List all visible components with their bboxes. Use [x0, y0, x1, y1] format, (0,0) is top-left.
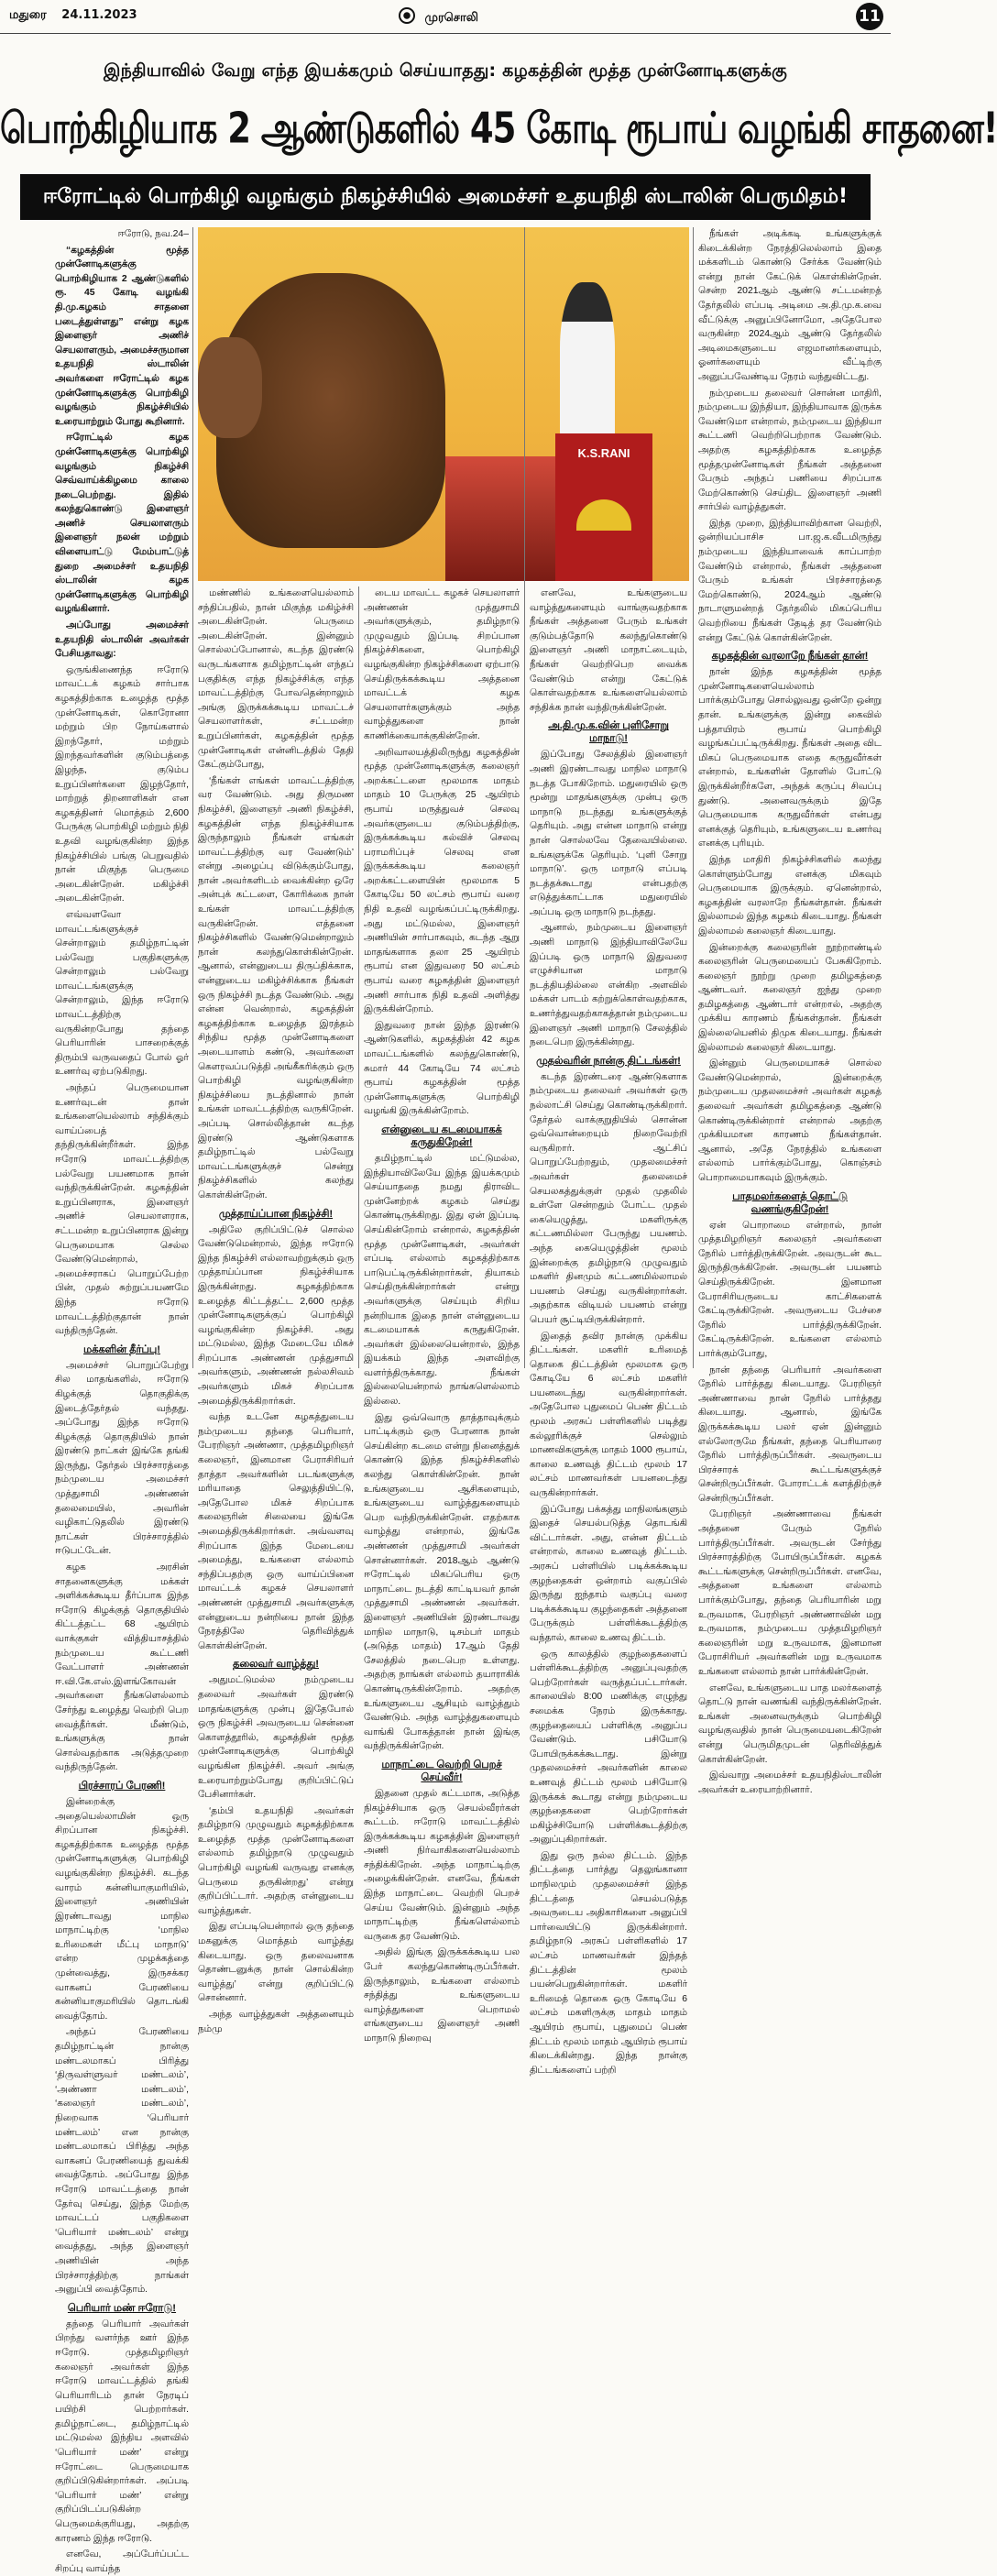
podium-label: K.S.RANI	[577, 446, 630, 460]
section-heading: பிரச்சாரப் பேரணி!	[78, 1780, 166, 1792]
article-column-3	[364, 586, 520, 2044]
paragraph: அந்த வாழ்த்துகள் அத்தனையும் நம்மு	[198, 2010, 354, 2034]
section-heading: என்னுடைய கடமையாகக் கருதுகிறேன்!	[381, 1124, 502, 1148]
paragraph: எனவே, அப்பேர்ப்பட்ட சிறப்பு வாய்ந்த	[55, 2549, 189, 2574]
paragraph: ‘நீங்கள் எங்கள் மாவட்டத்திற்கு வர வேண்டும். அது திருமண நிகழ்ச்சி, இளைஞர் அணி நிகழ்ச்சி, கழகத்தின் எந்த நிகழ்ச்சியாக இருந்தாலும் நீங்கள் எங்கள் மாவட்டத்திற்கு வர வேண்டும்’ என்று அழைப்பு விடுக்கும்போது, நான் அவர்களிடம் வைக்கின்ற ஒரே அன்புக் கட்டளை, கோரிக்கை நான் உங்கள் மாவட்டத்திற்கு வருகின்றேன். எத்தனை நிகழ்ச்சிகளில் வேண்டுமென்றாலும் நான் கலந்துகொள்கின்றேன். ஆனால், என்னுடைய திருப்திக்காக, என்னுடைய மகிழ்ச்சிக்காக நீங்கள் ஒரு நிகழ்ச்சி நடத்த வேண்டும். அது என்ன வென்றால், கழகத்தின் கழகத்திற்காக உழைத்த இரத்தம் சிந்திய மூத்த முன்னோடிகளை அடையாளம் கண்டு, அவர்களை கௌரவப்படுத்தி அங்கீகரிக்கும் ஒரு பொற்கிழி வழங்குகின்ற நிகழ்ச்சியை நடத்தினால் நான் உங்கள் மாவட்டத்திற்கு வருகிறேன். அப்படி சொல்லித்தான் கடந்த இரண்டு ஆண்டுகளாக தமிழ்நாட்டில் பல்வேறு மாவட்டங்களுக்குச் சென்று நிகழ்ச்சிகளில் கலந்து கொள்கின்றேன்.	[198, 775, 354, 1200]
article-column-4	[530, 227, 687, 2076]
column-rule	[693, 227, 694, 1368]
masthead-date: 24.11.2023	[61, 8, 137, 22]
photo-spacer	[530, 227, 687, 586]
paragraph: அதிலே குறிப்பிட்டுச் சொல்ல வேண்டுமென்றால், இந்த ஈரோடு இந்த நிகழ்ச்சி எல்லாவற்றுக்கும் ஒரு முத்தாய்ப்பான நிகழ்ச்சியாக இருக்கின்றது. கழகத்திற்காக உழைத்த கிட்டத்தட்ட 2,600 மூத்த முன்னோடிகளுக்குப் பொற்கிழி வழங்குகின்ற நிகழ்ச்சி. அது மட்டுமல்ல, இந்த மேடையே மிகச் சிறப்பாக அண்ணன் முத்துசாமி அவர்களும், அண்ணன் நல்லசிவம் அவர்களும் மிகச் சிறப்பாக அமைத்திருக்கிறார்கள்.	[198, 1224, 354, 1407]
paragraph: தமிழ்நாட்டில் மட்டுமல்ல, இந்தியாவிலேயே இந்த இயக்கமும் செய்யாததை நமது திராவிட முன்னேற்றக் கழகம் செய்து கொண்டிருக்கிறது. இது ஏன் இப்படி செய்கின்றோம் என்றால், கழகத்தின் மூத்த முன்னோடிகள், அவர்கள் எப்படி எல்லாம் கழகத்திற்காக பாடுபட்டிருக்கின்றார்கள், தியாகம் செய்திருக்கின்றார்கள் என்று அவர்களுக்கு செய்யும் சிறிய நன்றியாக இதை நான் என்னுடைய கடமையாகக் கருதுகிறேன். அவர்கள் இல்லையென்றால், இந்த இயக்கம் இந்த அளவிற்கு வளர்ந்திருக்காது. நீங்கள் இல்லையென்றால் நாங்களெல்லாம் இல்லை.	[364, 1153, 520, 1408]
article-column-5	[698, 227, 882, 1795]
paragraph: இவ்வாறு அமைச்சர் உதயநிதிஸ்டாலின் அவர்கள் உரையாற்றினார்.	[698, 1770, 882, 1795]
paragraph: எவ்வளவோ மாவட்டங்களுக்குச் சென்றாலும் தமிழ்நாட்டின் பல்வேறு பகுதிகளுக்கு சென்றாலும் பல்வேறு மாவட்டங்களுக்கு சென்றாலும், இந்த ஈரோடு மாவட்டத்திற்கு வருகின்றபோது தந்தை பெரியாரின் பாசறைக்குத் திரும்பி வருவதைப் போல் ஓர் உணர்வு ஏற்படுகிறது.	[55, 909, 189, 1078]
paragraph: தந்தை பெரியார் அவர்கள் பிறந்து வளர்ந்த ஊர் இந்த ஈரோடு. முத்தமிழறிஞர் கலைஞர் அவர்கள் இந்த ஈரோடு மாவட்டத்தில் தங்கி பெரியாரிடம் தான் நேரடிப் பயிற்சி பெற்றார்கள். தமிழ்நாட்டை, தமிழ்நாட்டில் மட்டுமல்ல இந்திய அளவில் ‘பெரியார் மண்’ என்று ஈரோட்டை பெருமையாக குறிப்பிடுகின்றார்கள். அப்படி ‘பெரியார் மண்’ என்று குறிப்பிடப்படுகின்ற பெருமைக்குரியது, அதற்கு காரணம் இந்த ஈரோடு.	[55, 2318, 189, 2544]
paragraph: பேரறிஞர் அண்ணாவை நீங்கள் அத்தனை பேரும் நேரில் பார்த்திருப்பீர்கள். அவருடன் சேர்ந்து பிரச்சாரத்திற்கு போயிருப்பீர்கள். கழகக் கூட்டங்களுக்கு சென்றிருப்பீர்கள். எனவே, அத்தனை உங்களை எல்லாம் பார்க்கும்போது, தந்தை பெரியாரின் மறு உருவமாக, பேரறிஞர் அண்ணாவின் மறு உருவமாக, நம்முடைய முத்தமிழறிஞர் கலைஞரின் மறு உருவமாக, இனமான பேராசிரியர் அவர்களின் மறு உருவமாக உங்களை எல்லாம் நான் பார்க்கின்றேன்.	[698, 1509, 882, 1677]
paragraph: இதைத் தவிர நான்கு முக்கிய திட்டங்கள். மகளிர் உரிமைத் தொகை திட்டத்தின் மூலமாக ஒரு கோடியே 6 லட்சம் மகளிர் பயனடைந்து வருகின்றார்கள். அதேபோல புதுமைப் பெண் திட்டம் மூலம் அரசுப் பள்ளிகளில் படித்து கல்லூரிக்குச் செல்லும் மாணவிகளுக்கு மாதம் 1000 ரூபாய், காலை உணவுத் திட்டம் மூலம் 17 லட்சம் மாணவர்கள் பயனடைந்து வருகின்றார்கள்.	[530, 1331, 687, 1499]
section-heading: அ.தி.மு.க.வின் புளிசோறு மாநாடு!	[548, 720, 669, 745]
masthead-city-date	[9, 8, 148, 23]
article-intro-2: ஈரோட்டில் கழக முன்னோடிகளுக்கு பொற்கிழி வழங்கும் நிகழ்ச்சி செவ்வாய்க்கிழமை காலை நடைபெற்றது. இதில் கலந்துகொண்டு இளைஞர் அணிச் செயலாளரும் இளைஞர் நலன் மற்றும் விளையாட்டு மேம்பாட்டுத் துறை அமைச்சர் உதயநிதி ஸ்டாலின் கழக முன்னோடிகளுக்கு பொற்கிழி வழங்கினார்.	[55, 433, 189, 615]
paper-name: முரசொலி	[424, 11, 479, 25]
paragraph: இதனை முதல் கட்டமாக, அடுத்த நிகழ்ச்சியாக ஒரு செயல்வீரர்கள் கூட்டம். ஈரோடு மாவட்டத்தில் இருக்கக்கூடிய கழகத்தின் இளைஞர் அணி நிர்வாகிகளையெல்லாம் சந்திக்கிறேன். அந்த மாநாட்டிற்கு அழைக்கின்றேன். எனவே, நீங்கள் இந்த மாநாட்டை வெற்றி பெறச் செய்ய வேண்டும். இன்னும் அந்த மாநாட்டிற்கு நீங்களெல்லாம் வருகை தர வேண்டும்.	[364, 1788, 520, 1942]
paragraph: இதுவரை நான் இந்த இரண்டு ஆண்டுகளில், கழகத்தின் 42 கழக மாவட்டங்களில் கலந்துகொண்டு, சுமார் 44 கோடியே 74 லட்சம் ரூபாய் கழகத்தின் மூத்த முன்னோடிகளுக்கு பொற்கிழி வழங்கி இருக்கின்றோம்.	[364, 1020, 520, 1117]
paragraph: அதுமட்டுமல்ல நம்முடைய தலைவர் அவர்கள் இரண்டு மாதங்களுக்கு முன்பு இதேபோல் ஒரு நிகழ்ச்சி அவருடைய சென்னை கொளத்தூரில், கழகத்தின் மூத்த முன்னோடிகளுக்கு பொற்கிழி வழங்கின நிகழ்ச்சி. அவர் அங்கு உரையாற்றும்போது குறிப்பிட்டுப் பேசினார்கள்.	[198, 1675, 354, 1801]
paragraph: வந்த உடனே கழகத்துடைய நம்முடைய தந்தை பெரியார், பேரறிஞர் அண்ணா, முத்தமிழறிஞர் கலைஞர், இனமான பேராசிரியர் தாத்தா அவர்களின் படங்களுக்கு மரியாதை செலுத்தியிட்டு, அதேபோல மிகச் சிறப்பாக கலைஞரின் சிலையை இங்கே அமைத்திருக்கிறார்கள். அவ்வளவு சிறப்பாக இந்த மேடையை அமைத்து, உங்களை எல்லாம் சந்திப்பதற்கு ஒரு வாய்ப்பினை மாவட்டக் கழகச் செயலாளர் அண்ணன் முத்துசாமி அவர்களுக்கு என்னுடைய நன்றியை நான் இந்த நேரத்திலே தெரிவித்துக் கொள்கின்றேன்.	[198, 1412, 354, 1651]
paragraph: இன்றைக்கு அதையெல்லாமின் ஒரு சிறப்பான நிகழ்ச்சி. கழகத்திற்காக உழைத்த மூத்த முன்னோடிகளுக்கு பொற்கிழி வழங்குகின்ற நிகழ்ச்சி. கடந்த வாரம் கன்னியாகுமரியில், இளைஞர் அணியின் இரண்டாவது மாநில மாநாட்டிற்கு ‘மாநில உரிமைகள் மீட்பு மாநாடு’ என்ற முழக்கத்தை முன்வைத்து, இருசக்கர வாகனப் பேரணியை கன்னியாகுமரியில் தொடங்கி வைத்தோம்.	[55, 1796, 189, 2022]
paragraph: அந்தப் பெருமையான உணர்வுடன் தான் உங்களையெல்லாம் சந்திக்கும் வாய்ப்பைத் தந்திருக்கின்றீர்கள். இந்த ஈரோடு மாவட்டத்திற்கு பல்வேறு பயணமாக நான் வந்திருக்கின்றேன். கழகத்தின் உறுப்பினராக, இளைஞர் அணிச் செயலாளராக, சட்டமன்ற உறுப்பினராக இன்று பெருமையாக செல்ல வேண்டுமென்றால், அமைச்சராகப் பொறுப்பேற்ற பின், முதல் சுற்றுப்பயணமே இந்த ஈரோடு மாவட்டத்திற்குதான் நான் வந்திருந்தேன்.	[55, 1083, 189, 1337]
paragraph: அதில் இங்கு இருக்கக்கூடிய பல பேர் கலந்துகொண்டிருப்பீர்கள். இருந்தாலும், உங்களை எல்லாம் சந்தித்து உங்களுடைய வாழ்த்துகளை பெறாமல் எங்களுடைய இளைஞர் அணி மாநாடு நிறைவு	[364, 1947, 520, 2044]
paragraph: இது ஒரு நல்ல திட்டம். இந்த திட்டத்தை பார்த்து தெலுங்கானா மாநிலமும் முதலமைச்சர் இந்த திட்டத்தை செயல்படுத்த அவருடைய அதிகாரிகளை அனுப்பி பார்வையிட்டு இருக்கின்றார். தமிழ்நாடு அரசுப் பள்ளிகளில் 17 லட்சம் மாணவர்கள் இந்தத் திட்டத்தின் மூலம் பயன்பெறுகின்றார்கள். மகளிர் உரிமைத் தொகை ஒரு கோடியே 6 லட்சம் மகளிருக்கு மாதம் மாதம் ஆயிரம் ரூபாய், புதுமைப் பெண் திட்டம் மூலம் மாதம் ஆயிரம் ரூபாய் கிடைக்கின்றது. இந்த நான்கு திட்டங்களைப் பற்றி	[530, 1850, 687, 2076]
paragraph: நான் இந்த கழகத்தின் மூத்த முன்னோடிகளையெல்லாம் பார்க்கும்போது சொல்லுவது ஒன்றே ஒன்று தான். உங்களுக்கு இன்று கைவில் பத்தாயிரம் ரூபாய் பொற்கிழி வழங்கப்பட்டிருக்கிறது. நீங்கள் அதை விட மிகப் பெருமையாக எதை கருதுவீர்கள் என்றால், உங்களின் தோளில் போட்டு இருக்கின்றீர்களே, அந்தக் கருப்பு சிவப்பு துண்டு. அனைவருக்கும் இதே பெருமையாக கருதுவீர்கள் என்பது எனக்குத் தெரியும், உங்களுடைய உணர்வு எனக்கு புரியும்.	[698, 667, 882, 850]
column-rule	[358, 586, 359, 1368]
paragraph: அந்தப் பேரணியை தமிழ்நாட்டின் நான்கு மண்டலமாகப் பிரித்து ‘திருவள்ளுவர் மண்டலம்’, ‘அண்ணா மண்டலம்’, ‘கலைஞர் மண்டலம்’, நிறைவாக ‘பெரியார் மண்டலம்’ என நான்கு மண்டலமாகப் பிரித்து அந்த வாகனப் பேரணியைத் துவக்கி வைத்தோம். அப்போது இந்த ஈரோடு மாவட்டத்தை நான் தேர்வு செய்து, இந்த மேற்கு மாவட்டப் பகுதிகளை ‘பெரியார் மண்டலம்’ என்று வைத்தது, அந்த இளைஞர் அணியின் அந்த பிரச்சாரத்திற்கு நாங்கள் அனுப்பி வைத்தோம்.	[55, 2027, 189, 2296]
paragraph: ‘தம்பி உதயநிதி அவர்கள் தமிழ்நாடு முழுவதும் கழகத்திற்காக உழைத்த மூத்த முன்னோடிகளை எல்லாம் தமிழ்நாடு முழுவதும் பொற்கிழி வழங்கி வருவது எனக்கு பெருமை தருகின்றது’ என்று குறிப்பிட்டார். அதற்கு என்னுடைய வாழ்த்துகள்.	[198, 1805, 354, 1916]
article-column-1	[55, 227, 189, 2574]
section-heading: கழகத்தின் வரலாறே நீங்கள் தான்!	[711, 651, 869, 663]
paragraph: இந்த முறை, இந்தியாவிற்கான வெற்றி, ஒன்றியப்பாசிச பா.ஜ.க.வீடமிருந்து நம்முடைய இந்தியாவைக் காப்பாற்ற வேண்டும் என்றால், நீங்கள் அத்தனை பேரும் உங்கள் பிரச்சாரத்தை மேற்கொண்டு, 2024ஆம் ஆண்டு நாடாளுமன்றத் தேர்தலில் மிகப்பெரிய வெற்றியை நீங்கள் தேடித் தர வேண்டும் என்று கேட்டுக் கொள்கின்றேன்.	[698, 518, 882, 643]
paragraph: இப்போது சேலத்தில் இளைஞர் அணி இரண்டாவது மாநில மாநாடு நடத்த போகிறோம். மதுரையில் ஒரு மூன்று மாதங்களுக்கு முன்பு ஒரு மாநாடு நடந்தது உங்களுக்குத் தெரியும். அது என்ன மாநாடு என்று நான் சொல்லவே தேவையில்லை. உங்களுக்கே தெரியும். ‘புளி சோறு மாநாடு’. ஒரு மாநாடு எப்படி நடத்தக்கூடாது என்பதற்கு எடுத்துக்காட்டாக மதுரையில் அப்படி ஒரு மாநாடு நடந்தது.	[530, 750, 687, 917]
section-heading: தலைவர் வாழ்த்து!	[233, 1659, 319, 1671]
dateline: ஈரோடு, நவ.24–	[117, 229, 189, 239]
paragraph: நம்முடைய தலைவர் சொன்ன மாதிரி, நம்முடைய இந்தியா, இந்தியாவாக இருக்க வேண்டுமா என்றால், நம்முடைய இந்தியா கூட்டணி வெற்றிபெற்றாக வேண்டும். அதற்கு கழகத்திற்காக உழைத்த மூத்தமுன்னோடிகள் நீங்கள் அத்தனை பேரும் அந்தப் பணியை சிறப்பாக மேற்கொண்டு செய்திட இளைஞர் அணி சார்பில் வாழ்த்துகள்.	[698, 388, 882, 513]
raised-hand-graphic	[198, 337, 262, 438]
sub-headline: ஈரோட்டில் பொற்கிழி வழங்கும் நிகழ்ச்சியில் அமைச்சர் உதயநிதி ஸ்டாலின் பெருமிதம்!	[20, 174, 871, 220]
column-rule	[524, 227, 525, 1368]
paragraph: ஏன் பொறாமை என்றால், நான் முத்தமிழறிஞர் கலைஞர் அவர்களை நேரில் பார்த்திருக்கிறேன். அவருடன் கூட இருந்திருக்கிறேன். அவருடன் பயணம் செய்திருக்கிறேன். இனமான பேராசிரியருடைய காட்சிகளைக் கேட்டிருக்கிறேன். அவருடைய பேச்சை நேரில் பார்த்திருக்கிறேன். கேட்டிருக்கிறேன். உங்களை எல்லாம் பார்க்கும்போது,	[698, 1220, 882, 1359]
section-heading: மாநாட்டை வெற்றி பெறச் செய்வீர்!	[381, 1759, 502, 1783]
paragraph: இன்னும் பெருமையாகச் சொல்ல வேண்டுமென்றால், இன்றைக்கு நம்முடைய முதலமைச்சர் அவர்கள் கழகத் தலைவர் அவர்கள் தமிழகத்தை ஆண்டு கொண்டிருக்கின்றார் என்றால் அதற்கு முக்கியமான காரணம் நீங்கள்தான். ஆனால், அதே நேரத்தில் உங்களை எல்லாம் பார்க்கும்போது, கொஞ்சம் பொறாமையாகவும் இருக்கும்.	[698, 1058, 882, 1183]
masthead-paper	[399, 7, 478, 26]
paragraph: இப்போது பக்கத்து மாநிலங்களும் இதைச் செயல்படுத்த தொடங்கி விட்டார்கள். அது, என்ன திட்டம் என்றால், காலை உணவுத் திட்டம். அரசுப் பள்ளியில் படிக்கக்கூடிய குழந்தைகள் ஒன்றாம் வகுப்பில் இருந்து ஐந்தாம் வகுப்பு வரை படிக்கக்கூடிய குழந்தைகள் அத்தனை பேருக்கும் பள்ளிக்கூடத்திற்கு வந்தால், காலை உணவு திட்டம்.	[530, 1504, 687, 1643]
paragraph: இந்த மாதிரி நிகழ்ச்சிகளில் கலந்து கொள்ளும்போது எனக்கு மிகவும் பெருமையாக இருக்கும். ஏனென்றால், கழகத்தின் வரலாறே நீங்கள்தான். நீங்கள் இல்லாமல் இந்த கழகம் கிடையாது. நீங்கள் இல்லாமல் கலைஞர் கிடையாது.	[698, 854, 882, 937]
rising-sun-logo-icon	[399, 7, 415, 24]
paragraph: நீங்கள் அடிக்கடி உங்களுக்குக் கிடைக்கின்ற நேரத்திலெல்லாம் இதை மக்களிடம் கொண்டு சேர்க்க வேண்டும் என்று நான் கேட்டுக் கொள்கின்றேன். சென்ற 2021ஆம் ஆண்டு சட்டமன்றத் தேர்தலில் எப்படி அடிமை அ.தி.மு.க.வை வீட்டுக்கு அனுப்பினோமோ, அதேபோல வருகின்ற 2024ஆம் ஆண்டு தேர்தலில் அடிமைகளுடைய எஜமானர்களையும், ஓனர்களையும் வீட்டிற்கு அனுப்பவேண்டிய நேரம் வந்துவிட்டது.	[698, 229, 882, 382]
paragraph: மண்ணில் உங்களையெல்லாம் சந்திப்பதில், நான் மிகுந்த மகிழ்ச்சி அடைகின்றேன். பெருமை அடைகின்றேன். இன்னும் சொல்லப்போனால், கடந்த இரண்டு வருடங்களாக தமிழ்நாட்டின் எந்தப் பகுதிக்கு எந்த நிகழ்ச்சிக்கு எந்த மாவட்டத்திற்கு போவதென்றாலும் அங்கு இருக்கக்கூடிய மாவட்டச் செயலாளர்கள், சட்டமன்ற உறுப்பினர்கள், கழகத்தின் மூத்த முன்னோடிகள் என்னிடத்தில் தேதி கேட்கும்போது,	[198, 588, 354, 771]
main-headline: பொற்கிழியாக 2 ஆண்டுகளில் 45 கோடி ரூபாய் வழங்கி சாதனை!	[0, 104, 997, 153]
paragraph: எனவே, உங்களுடைய வாழ்த்துகளையும் வாங்குவதற்காக நீங்கள் அத்தனை பேரும் உங்கள் குடும்பத்தோடு கலந்துகொண்டு இளைஞர் அணி மாநாட்டையும், நீங்கள் வெற்றிபெற வைக்க வேண்டும் என்று கேட்டுக் கொள்வதற்காக உங்களையெல்லாம் சந்திக்க நான் வந்திருக்கின்றேன்.	[530, 588, 687, 713]
article-intro-3: அப்போது அமைச்சர் உதயநிதி ஸ்டாலின் அவர்கள் பேசியதாவது:	[55, 620, 189, 660]
paragraph: கழக அரசின் சாதனைகளுக்கு மக்கள் அளிக்கக்கூடிய தீர்ப்பாக இந்த ஈரோடு கிழக்குத் தொகுதியில் கிட்டத்தட்ட 68 ஆயிரம் வாக்குகள் வித்தியாசத்தில் நம்முடைய கூட்டணி வேட்பாளர் அண்ணன் ஈ.வி.கே.எஸ்.இளங்கோவன் அவர்களை நீங்களெல்லாம் சேர்ந்து உழைத்து வெற்றி பெற வைத்தீர்கள். மீண்டும், உங்களுக்கு நான் சொல்வதற்காக அடுத்தமுறை வந்திருந்தேன்.	[55, 1562, 189, 1773]
section-heading: மக்களின் தீர்ப்பு!	[83, 1343, 160, 1355]
article-intro: “கழகத்தின் மூத்த முன்னோடிகளுக்கு பொற்கிழியாக 2 ஆண்டுகளில் ரூ. 45 கோடி வழங்கி தி.மு.கழகம் சாதனை படைத்துள்ளது” என்று கழக இளைஞர் அணிச் செயலாளரும், அமைச்சருமான உதயநிதி ஸ்டாலின் அவர்களை ஈரோட்டில் கழக முன்னோடிகளுக்கு பொற்கிழி வழங்கும் நிகழ்ச்சியில் உரையாற்றும் போது கூறினார்.	[55, 245, 189, 427]
paragraph: இது எப்படியென்றால் ஒரு தந்தை மகனுக்கு மொத்தம் வாழ்த்து கிடையாது. ஒரு தலைவனாக தொண்டனுக்கு நான் சொல்கின்ற வாழ்த்து’ என்று குறிப்பிட்டு சொன்னார்.	[198, 1922, 354, 2004]
paragraph: எனவே, உங்களுடைய பாத மலர்களைத் தொட்டு நான் வணங்கி வந்திருக்கின்றேன். உங்கள் அனைவருக்கும் பொற்கிழி வழங்குவதில் நான் பெருமையடைகிறேன் என்று பெருமிதமுடன் தெரிவித்துக் கொள்கின்றேன்.	[698, 1683, 882, 1765]
kicker-headline: இந்தியாவில் வேறு எந்த இயக்கமும் செய்யாதது: கழகத்தின் மூத்த முன்னோடிகளுக்கு	[103, 60, 788, 81]
paragraph: ஆனால், நம்முடைய இளைஞர் அணி மாநாடு இந்தியாவிலேயே இப்படி ஒரு மாநாடு இதுவரை எழுச்சியான மாநாடு நடத்தியதில்லை என்கிற அளவில் மக்கள் பாடம் கற்றுக்கொள்வதற்காக, உணர்த்துவதற்காகத்தான் நம்முடைய இளைஞர் அணி மாநாடு சேலத்தில் நடைபெற இருக்கின்றது.	[530, 923, 687, 1048]
masthead	[0, 0, 891, 34]
paragraph: ஒருங்கிணைந்த ஈரோடு மாவட்டக் கழகம் சார்பாக கழகத்திற்காக உழைத்த மூத்த முன்னோடிகள், கொரோனா மற்றும் பிற நோய்களால் இறந்தோர், மற்றும் இறந்தவர்களின் குடும்பத்தை இழந்த, குடும்ப உறுப்பினர்களை இழந்தோர், மாற்றுத் திறனாளிகள் என கழகத்தினர் மொத்தம் 2,600 பேருக்கு பொற்கிழி மற்றும் நிதி உதவி வழங்குகின்ற இந்த நிகழ்ச்சியில் பங்கு பெறுவதில் நான் மிகுந்த பெருமை அடைகின்றேன். மகிழ்ச்சி அடைகின்றேன்.	[55, 664, 189, 904]
section-heading: பாதமலர்களைத் தொட்டு வணங்குகிறேன்!	[732, 1190, 848, 1215]
column-rule	[192, 227, 193, 1368]
paragraph: ஒரு காலத்தில் குழந்தைகளைப் பள்ளிக்கூடத்திற்கு அனுப்புவதற்கு பெற்றோர்கள் வருத்தப்பட்டார்கள். காலையில் 8:00 மணிக்கு எழுந்து சமைக்க நேரம் இருக்காது. குழந்தையைப் பள்ளிக்கு அனுப்ப வேண்டும். பசியோடு போயிருக்கக்கூடாது. இன்று முதலமைச்சர் அவர்களின் காலை உணவுத் திட்டம் மூலம் பசியோடு இருக்கக் கூடாது என்று நம்முடைய குழந்தைகளை பெற்றோர்கள் மகிழ்ச்சியோடு பள்ளிக்கூடத்திற்கு அனுப்புகிறார்கள்.	[530, 1649, 687, 1846]
paragraph: இது ஒவ்வொரு தாத்தாவுக்கும் பாட்டிக்கும் ஒரு பேரனாக நான் செய்கின்ற கடமை என்று நினைத்துக் கொண்டு இந்த நிகழ்ச்சிகளில் கலந்து கொள்கின்றேன். நான் உங்களுடைய ஆசிகளையும், உங்களுடைய வாழ்த்துகளையும் பெற வந்திருக்கின்றேன். எதற்காக வாழ்த்து என்றால், இங்கே அண்ணன் முத்துசாமி அவர்கள் சொன்னார்கள். 2018ஆம் ஆண்டு ஈரோட்டில் மிகப்பெரிய ஒரு மாநாட்டை நடத்தி காட்டியவர் தான் முத்துசாமி அண்ணன் அவர்கள். இளைஞர் அணியின் இரண்டாவது மாநில மாநாடு, டிசம்பர் மாதம் (அடுத்த மாதம்) 17ஆம் தேதி சேலத்தில் நடைபெற உள்ளது. அதற்கு நாங்கள் எல்லாம் தயாராகிக் கொண்டிருக்கின்றோம். அதற்கு உங்களுடைய ஆசியும் வாழ்த்தும் வேண்டும். அந்த வாழ்த்துகளையும் வாங்கி போகத்தான் நான் இங்கு வந்திருக்கின்றேன்.	[364, 1412, 520, 1752]
paragraph: கடந்த இரண்டரை ஆண்டுகளாக நம்முடைய தலைவர் அவர்கள் ஒரு நல்லாட்சி செய்து கொண்டிருக்கிறார். தேர்தல் வாக்குறுதியில் சொன்ன ஒவ்வொன்றையும் நிறைவேற்றி வருகிறார். ஆட்சிப் பொறுப்பேற்றதும், முதலமைச்சர் அவர்கள் தலைமைச் செயலகத்துக்குள் முதல் முதலில் உள்ளே சென்றதும் போட்ட முதல் கையெழுத்து, மகளிருக்கு கட்டணமில்லா பேருந்து பயணம். அந்த கையெழுத்தின் மூலம் இன்றைக்கு தமிழ்நாடு முழுவதும் மகளிர் தினமும் கட்டணமில்லாமல் பயணம் செய்து வருகின்றார்கள். அதற்காக விடியல் பயணம் என்று பெயர் சூட்டியிருக்கின்றார்.	[530, 1071, 687, 1325]
masthead-city: மதுரை	[9, 8, 47, 22]
paragraph: அமைச்சர் பொறுப்பேற்று சில மாதங்களில், ஈரோடு கிழக்குத் தொகுதிக்கு இடைத்தேர்தல் வந்தது. அப்போது இந்த ஈரோடு கிழக்குத் தொகுதியில் நான் இரண்டு நாட்கள் இங்கே தங்கி இருந்து, தேர்தல் பிரச்சாரத்தை நம்முடைய அமைச்சர் முத்துசாமி அண்ணன் தலைமையில், அவரின் வழிகாட்டுதலில் இரண்டு நாட்கள் பிரச்சாரத்தில் ஈடுபட்டேன்.	[55, 1360, 189, 1557]
paragraph: அறிவாலயத்திலிருந்து கழகத்தின் மூத்த முன்னோடிகளுக்கு கலைஞர் அறக்கட்டளை மூலமாக மாதம் மாதம் 10 பேருக்கு 25 ஆயிரம் ரூபாய் மருத்துவச் செலவு அவர்களுடைய குடும்பத்திற்கு, இருக்கக்கூடிய கல்விச் செலவு பராமரிப்புச் செலவு என இருக்கக்கூடிய கலைஞர் அறக்கட்டளையின் மூலமாக 5 கோடியே 50 லட்சம் ரூபாய் வரை நிதி உதவி வழங்கப்பட்டிருக்கிறது. அது மட்டுமல்ல, இளைஞர் அணியின் சார்பாகவும், கடந்த ஆறு மாதங்களாக தலா 25 ஆயிரம் ரூபாய் என இதுவரை 50 லட்சம் ரூபாய் வரை கழகத்தின் இளைஞர் அணி சார்பாக நிதி உதவி அளித்து இருக்கின்றோம்.	[364, 747, 520, 1015]
section-heading: முதல்வரின் நான்கு திட்டங்கள்!	[536, 1055, 681, 1067]
article-column-2	[198, 586, 354, 2034]
page-number: 11	[856, 3, 883, 30]
paragraph: டைய மாவட்ட கழகச் செயலாளர் அண்ணன் முத்துசாமி அவர்களுக்கும், தமிழ்நாடு முழுவதும் இப்படி சிறப்பான நிகழ்ச்சிகளை, பொற்கிழி வழங்குகின்ற நிகழ்ச்சிகளை ஏற்பாடு செய்திருக்கக்கூடிய அத்தனை மாவட்டக் கழக செயலாளர்களுக்கும் அந்த வாழ்த்துகளை நான் காணிக்கையாக்குகின்றேன்.	[364, 588, 520, 741]
paragraph: நான் தந்தை பெரியார் அவர்களை நேரில் பார்த்தது கிடையாது. பேரறிஞர் அண்ணாவை நான் நேரில் பார்த்தது கிடையாது. ஆனால், இங்கே இருக்கக்கூடிய பலர் ஏன் இன்னும் எல்லோருமே நீங்கள், தந்தை பெரியாரை நேரில் பார்த்திருப்பீர்கள். அவருடைய பிரச்சாரக் கூட்டங்களுக்குச் சென்றிருப்பீர்கள். போராட்டக் களத்திற்குச் சென்றிருப்பீர்கள்.	[698, 1365, 882, 1504]
section-heading: பெரியார் மண் ஈரோடு!	[67, 2302, 177, 2314]
paragraph: இன்றைக்கு கலைஞரின் நூற்றாண்டில் கலைஞரின் பெருமையைப் பேசுகிறோம். கலைஞர் நூற்று முறை தமிழகத்தை ஆண்டவர். கலைஞர் ஐந்து முறை தமிழகத்தை ஆண்டார் என்றால், அதற்கு முக்கிய காரணம் நீங்கள்தான். நீங்கள் இல்லையெனில் திமுக கிடையாது. நீங்கள் இல்லாமல் கலைஞர் கிடையாது.	[698, 942, 882, 1053]
section-heading: முத்தாய்ப்பான நிகழ்ச்சி!	[218, 1208, 334, 1220]
